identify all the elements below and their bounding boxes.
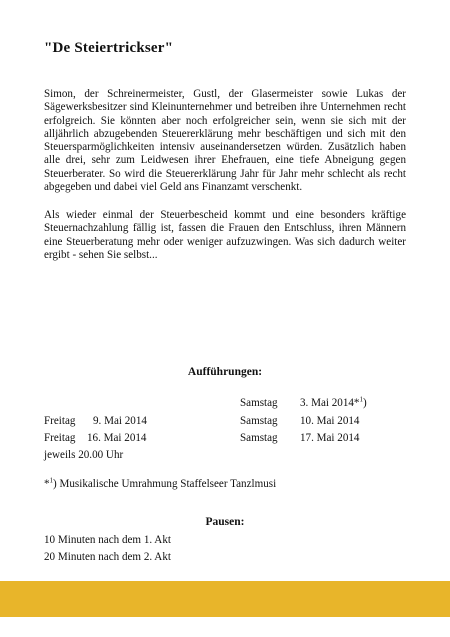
accent-band bbox=[0, 581, 450, 617]
paragraph-plot: Als wieder einmal der Steuerbescheid kommt und eine besonders kräftige Steuernachzahlung fällig ist, fassen die Frauen den Entschluss, ihren Männern eine Steuerberatung mehr oder weniger aufzuzwingen. Was sich dadurch weiter ergibt - sehen Sie selbst... bbox=[44, 209, 406, 261]
performance-day: Samstag bbox=[240, 415, 278, 427]
performance-time: jeweils 20.00 Uhr bbox=[44, 449, 124, 461]
performance-date: 17. Mai 2014 bbox=[300, 432, 360, 444]
document-title: "De Steiertrickser" bbox=[44, 40, 174, 56]
breaks-heading: Pausen: bbox=[205, 516, 245, 528]
performances-heading: Aufführungen: bbox=[187, 366, 263, 378]
performance-day: Samstag bbox=[240, 397, 278, 409]
footnote: *$^1$) Musikalische Umrahmung Staffelseer Tanzlmusi bbox=[44, 476, 277, 490]
performance-date: 10. Mai 2014 bbox=[300, 415, 360, 427]
performance-day: Samstag bbox=[240, 432, 278, 444]
performance-day: Freitag bbox=[44, 415, 76, 427]
break-item: 10 Minuten nach dem 1. Akt bbox=[44, 534, 171, 546]
paragraph-intro: Simon, der Schreinermeister, Gustl, der Glasermeister sowie Lukas der Sägewerksbesitzer sind Kleinunternehmer und betreiben ihre Unternehmen recht erfolgreich. Sie könnten aber noch erfolgreicher sein, wenn sie sich mit der alljährlich abzugebenden Steuererklärung mehr beschäftigen und sich mit den Steuersparmöglichkeiten intensiv auseinandersetzen würden. Zusätzlich haben alle drei, sehr zum Leidwesen ihrer Ehefrauen, eine tiefe Abneigung gegen Steuerberater. So wird die Steuererklärung Jahr für Jahr mehr schlecht als recht abgegeben und dabei viel Geld ans Finanzamt verschenkt. bbox=[44, 88, 406, 194]
performance-day: Freitag bbox=[44, 432, 76, 444]
break-item: 20 Minuten nach dem 2. Akt bbox=[44, 551, 171, 563]
performance-date: 3. Mai 2014*$^1$) bbox=[300, 395, 367, 409]
performance-date: 16. Mai 2014 bbox=[87, 432, 147, 444]
performance-date: 9. Mai 2014 bbox=[93, 415, 147, 427]
